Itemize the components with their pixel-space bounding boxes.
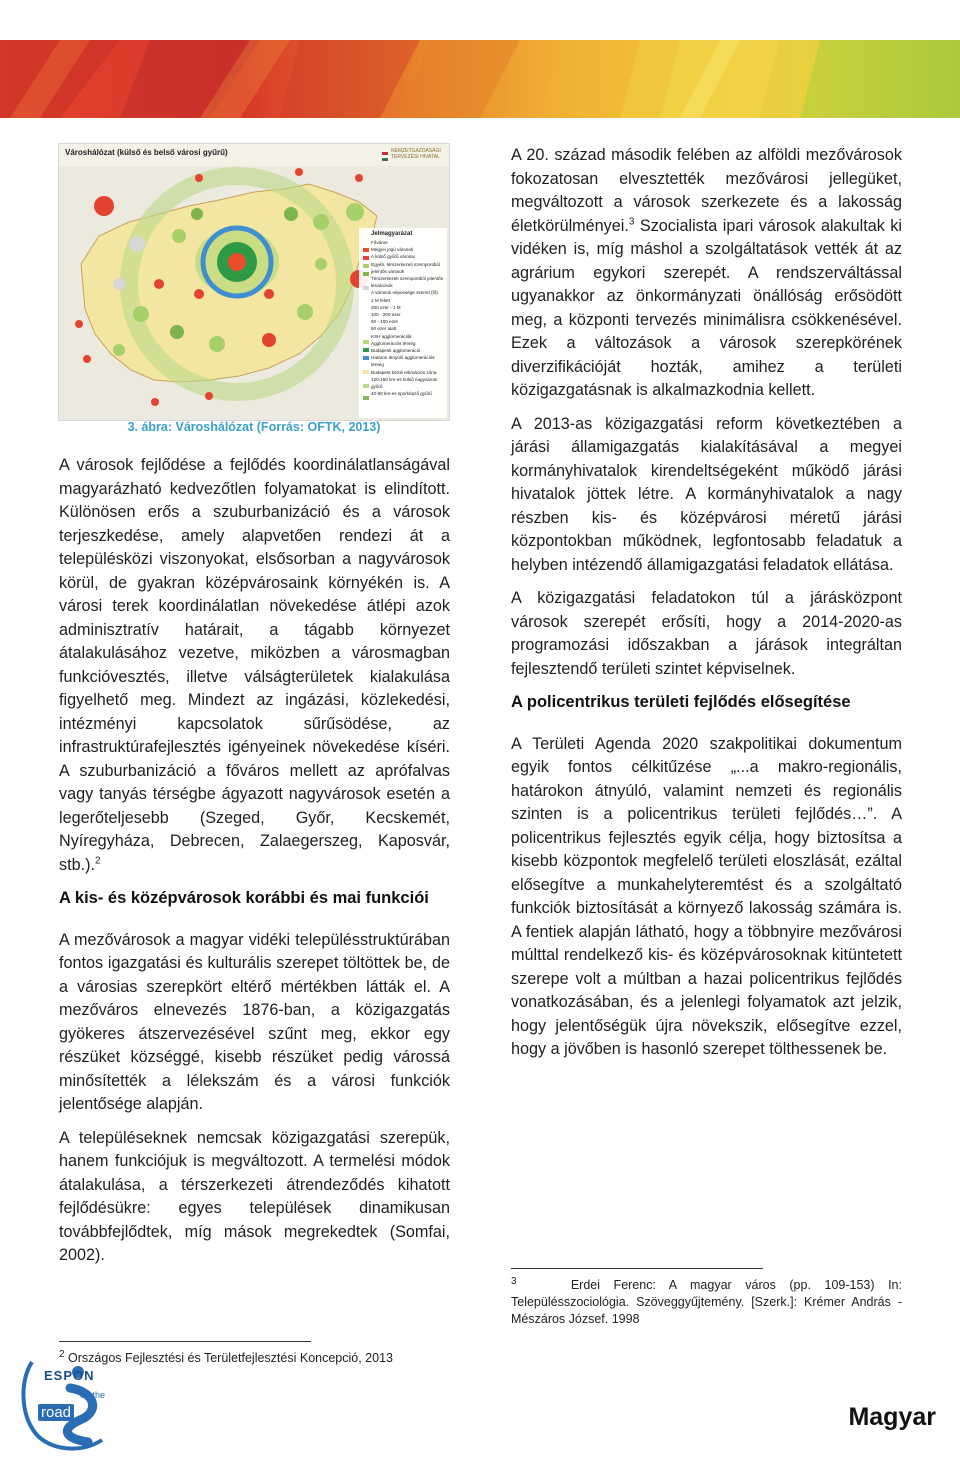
legend-item: A külső gyűrű városai: [371, 254, 415, 260]
legend-item: 100 - 200 ezer: [371, 312, 401, 318]
paragraph: A Területi Agenda 2020 szakpolitikai dokumentum egyik fontos célkitűzése „...a makro-regionális, határokon átnyúló, valamint nemzeti és regionális szinten is a policentrikus területi fejlődés…”. A policentrikus fejlesztés egyik célja, hogy biztosítsa a kisebb központok megfelelő területi eloszlását, ezáltal elősegítve a munkahelyteremtést és a szolgáltató funkciók biztosítását a környező lakosság számára is. A fentiek alapján látható, hogy a többnyire mezővárosi múlttal rendelkező kis- és középvárosoknak kitüntetett szerepe volt a múltban a hazai policentrikus fejlődés vonatkozásában, és a jelenlegi folyamatok azt jelzik, hogy jelentőségük újra növekszik, elősegítve ezzel, hogy a jövőben is hasonló szerepet tölthessenek be.: [511, 734, 902, 1058]
legend-item: 200 ezer - 1 M: [371, 304, 401, 310]
paragraph: [59, 454, 450, 877]
city-network-map-figure: [58, 143, 450, 421]
section-heading: A policentrikus területi fejlődés elősegítése: [511, 693, 851, 711]
legend-item: Agglomerációs térség: [371, 340, 416, 346]
legend-item: Térszerkezeti szempontból jelentős kisvárosok: [371, 276, 444, 289]
paragraph: [511, 144, 902, 403]
legend-item: Budapest körüli rekreációs zóna: [371, 369, 437, 375]
espon-logo-graphic: [18, 1352, 128, 1452]
map-agency: NEMZETGAZDASÁGI TERVEZÉSI HIVATAL: [391, 148, 441, 160]
legend-item: 50 ezer alatt: [371, 326, 397, 332]
footnote-number: 2: [59, 1348, 65, 1360]
legend-item: Megyei jogú városok: [371, 247, 414, 253]
legend-item: A városok népessége szerint (fő): [371, 290, 438, 296]
legend-item: KSH agglomerációk: [371, 333, 412, 339]
paragraph: A mezővárosok a magyar vidéki településstruktúrában fontos igazgatási és kulturális szerepet töltöttek be, de a városias szerepkört eltérő mértékben látták el. A mezőváros elnevezés 1876-ban, a közigazgatás gyökeres átszervezésével szűnt meg, ekkor egy részüket községgé, kisebb részüket pedig várossá minősítették a lélekszám és a városi funkciók jelentősége alapján.: [59, 930, 450, 1113]
road-text: road: [38, 1404, 74, 1421]
legend-item: 50 - 100 ezer: [371, 319, 399, 325]
legend-item: Egyéb, térszerkezeti szempontból jelentős városok: [371, 261, 440, 274]
legend-item: Határon átnyúló agglomerációs térség: [371, 355, 435, 368]
espon-text: ESPON: [44, 1368, 95, 1383]
footnote-text: Erdei Ferenc: A magyar város (pp. 109-153) In: Településszociológia. Szöveggyűjtemény. [Szerk.]: Krémer András - Mészáros József. 1998: [511, 1278, 902, 1326]
footnote-divider: [59, 1341, 311, 1342]
figure-caption: 3. ábra: Városhálózat (Forrás: OFTK, 2013): [127, 420, 381, 434]
map-title: Városhálózat (külső és belső városi gyűrű): [65, 148, 228, 157]
legend-item: Főváros: [371, 240, 388, 245]
footnote-ref: 2: [94, 855, 101, 867]
legend-title: Jelmagyarázat: [371, 231, 413, 237]
footnote-text: Országos Fejlesztési és Területfejlesztési Koncepció, 2013: [68, 1351, 393, 1365]
legend-item: Budapesti agglomeráció: [371, 348, 421, 354]
footnote-ref: 3: [628, 216, 635, 228]
legend-item: 120-150 km-es külső nagyvárosi gyűrű: [371, 376, 438, 390]
paragraph: A közigazgatási feladatokon túl a járásközpont városok szerepét erősíti, hogy a 2014-2020-as programozási időszakban a járások integráltan fejlesztendő területi szintet képviselnek.: [511, 589, 902, 678]
language-label: Magyar: [848, 1403, 936, 1431]
footnote-number: 3: [511, 1275, 517, 1287]
paragraph: A településeknek nemcsak közigazgatási szerepük, hanem funkciójuk is megváltozott. A termelési módok átalakulása, a térszerkezeti átrendeződés kihatott fejlődésükre: egyes települések dinamikusan továbbfejlődtek, míg mások megrekedtek (Somfai, 2002).: [59, 1128, 450, 1264]
legend-item: 1 M felett: [371, 297, 390, 303]
paragraph-text: Szocialista ipari városok alakultak ki vidéken is, míg máshol a szolgáltatások vették át az agrárium egykori szerepét. A rendszerváltással ugyanakkor az önkormányzati önállóság erősödött meg, a központi tervezés minimálisra csökkenésével. Ezek a változások a városok szerepkörének diverzifikációját hozták, amihez a területi közigazgatásnak is alkalmazkodnia kellett.: [511, 216, 902, 399]
espon-on-the-road-logo: [18, 1352, 128, 1452]
on-the-text: on the: [80, 1390, 106, 1400]
footnote-divider: [511, 1268, 763, 1269]
legend-item: 40-80 km-es sporképző gyűrű: [371, 391, 432, 397]
map-legend: [371, 230, 447, 397]
header-banner: [0, 40, 960, 118]
footnote: [511, 1277, 902, 1328]
right-column: [511, 144, 902, 1072]
paragraph: A 2013-as közigazgatási reform következtében a járási államigazgatás kialakításával a megyei kormányhivatalok kirendeltségeként működő járási hivatalok jöttek létre. A kormányhivatalok a nagy részben kis- és középvárosi méretű járási központokban működnek, legfontosabb feladatuk a helyben intézendő államigazgatási feladatok ellátása.: [511, 414, 902, 574]
section-heading: A kis- és középvárosok korábbi és mai funkciói: [59, 889, 429, 907]
paragraph-text: A 20. század második felében az alföldi mezővárosok fokozatosan elvesztették mezővárosi jellegüket, megváltozott a városok szerkezete és a lakosság életkörülményei.: [511, 146, 902, 235]
banner-graphic: [0, 40, 960, 118]
paragraph-text: A városok fejlődése a fejlődés koordinálatlanságával magyarázható kedvezőtlen folyamatokat is elindított. Különösen erős a szuburbanizáció és a városok terjeszkedése, amely alapvetően rendezi át a településközi viszonyokat, elsősorban a nagyvárosok körül, de gyakran középvárosaink környékén is. A városi terek koordinálatlan növekedése átlépi azok adminisztratív határait, a tágabb környezet átalakulásához vezetve, miközben a városmagban funkcióvesztés, illetve válságterületek kialakulása figyelhető meg. Mindezt az ingázási, közlekedési, intézményi kapcsolatok sűrűsödése, az infrastruktúrafejlesztés igényeinek növekedése kíséri. A szuburbanizáció a főváros mellett az aprófalvas vagy tanyás térségbe ágyazott nagyvárosok esetén a legerőteljesebb (Szeged, Győr, Kecskemét, Nyíregyháza, Debrecen, Zalaegerszeg, Kaposvár, stb.).: [59, 456, 450, 874]
left-column: [59, 454, 450, 1278]
